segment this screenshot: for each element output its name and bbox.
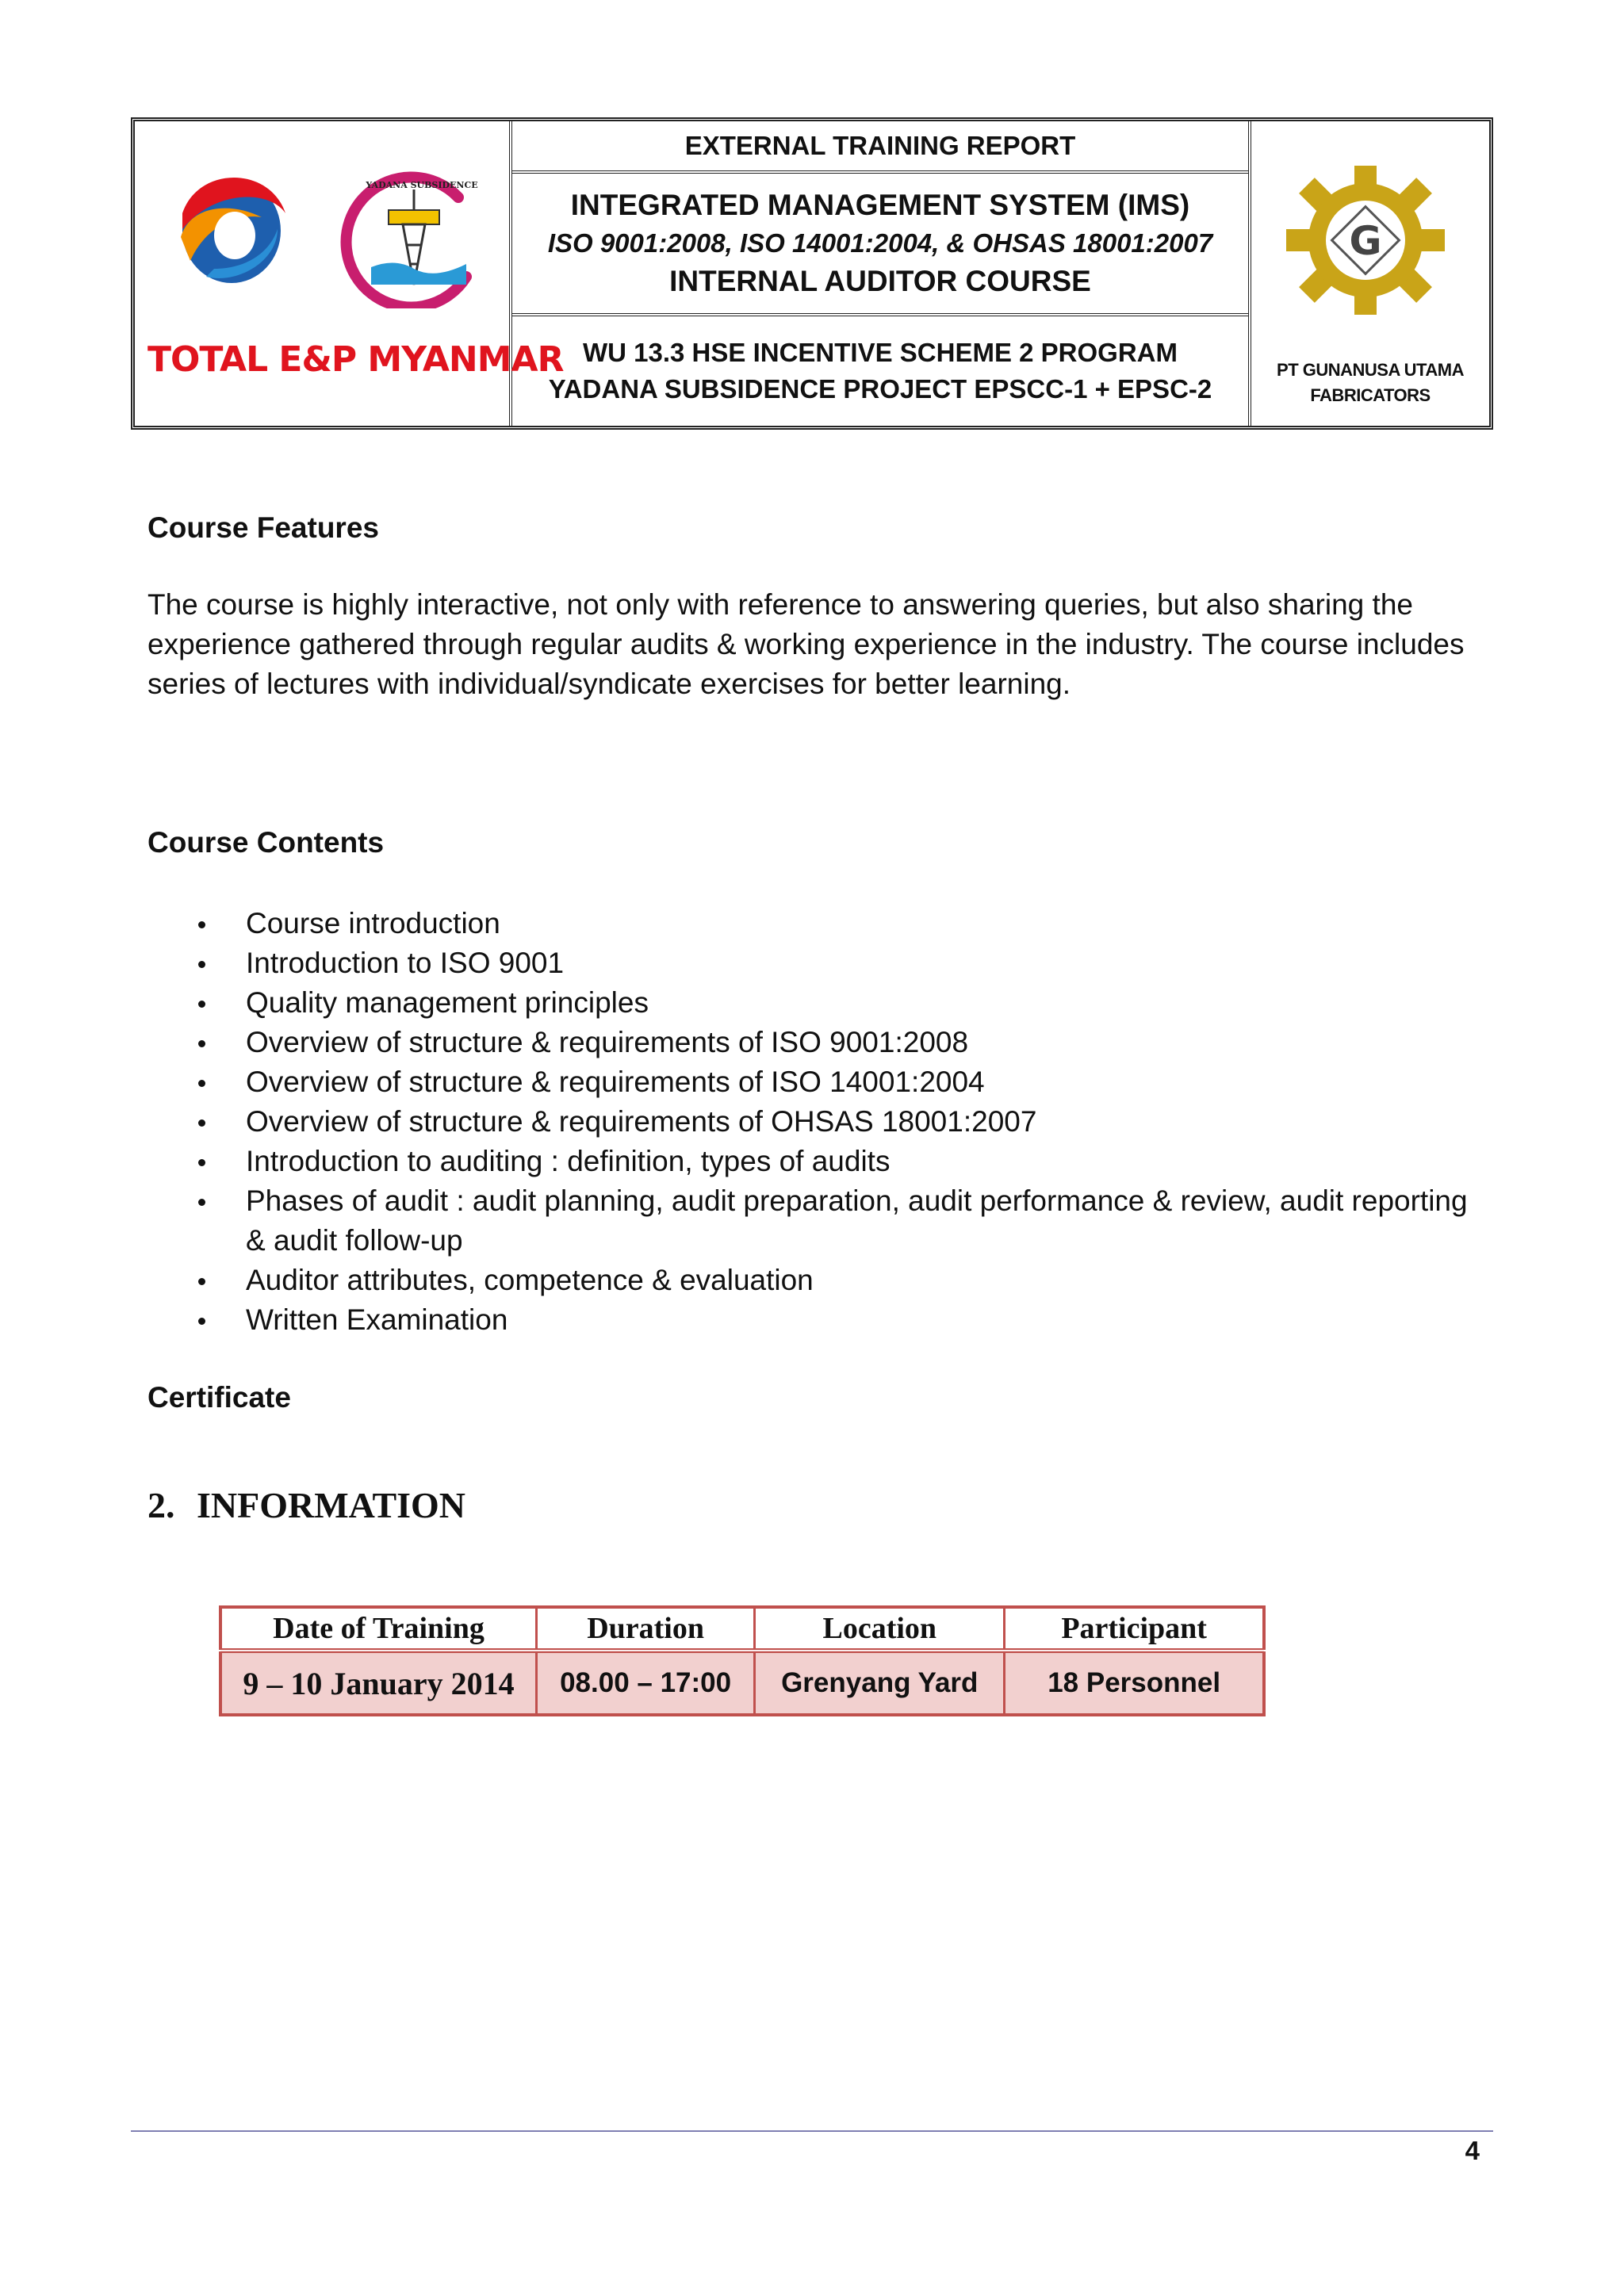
report-header-table xyxy=(131,117,1493,430)
list-item: Quality management principles xyxy=(147,983,1480,1023)
total-logo-text: TOTAL E&P MYANMAR xyxy=(147,339,564,380)
cell-location: Grenyang Yard xyxy=(755,1651,1005,1715)
training-info-table xyxy=(219,1605,1266,1716)
list-item: Overview of structure & requirements of ISO 9001:2008 xyxy=(147,1023,1480,1062)
header-location: Location xyxy=(755,1607,1005,1651)
header-participant: Participant xyxy=(1005,1607,1264,1651)
page-number: 4 xyxy=(1465,2136,1480,2165)
list-item: Introduction to auditing : definition, types of audits xyxy=(147,1142,1480,1181)
report-title: EXTERNAL TRAINING REPORT xyxy=(684,131,1076,160)
table-row xyxy=(220,1651,1264,1715)
header-date-of-training: Date of Training xyxy=(220,1607,536,1651)
iso-standards: ISO 9001:2008, ISO 14001:2004, & OHSAS 18001:2007 xyxy=(547,228,1213,258)
cell-duration: 08.00 – 17:00 xyxy=(536,1651,754,1715)
section-title: INFORMATION xyxy=(197,1485,466,1525)
header-program-row xyxy=(512,316,1248,426)
ims-title: INTEGRATED MANAGEMENT SYSTEM (IMS) xyxy=(570,189,1190,221)
list-item: Written Examination xyxy=(147,1300,1480,1340)
right-logo-line-1: PT GUNANUSA UTAMA xyxy=(1277,360,1464,380)
header-logos-cell xyxy=(135,121,564,426)
program-line-2: YADANA SUBSIDENCE PROJECT EPSCC-1 + EPSC-2 xyxy=(548,374,1212,404)
header-course-row xyxy=(512,174,1248,316)
list-item: Phases of audit : audit planning, audit preparation, audit performance & review, audit reporting & audit follow-up xyxy=(147,1181,1480,1261)
certificate-heading: Certificate xyxy=(147,1381,291,1414)
list-item: Overview of structure & requirements of ISO 14001:2004 xyxy=(147,1062,1480,1102)
list-item: Overview of structure & requirements of OHSAS 18001:2007 xyxy=(147,1102,1480,1142)
course-features-heading: Course Features xyxy=(147,511,379,544)
right-logo-text xyxy=(1251,358,1489,408)
header-duration: Duration xyxy=(536,1607,754,1651)
course-features-text: The course is highly interactive, not only with reference to answering queries, but also sharing the experience gathered through regular audits & working experience in the industry. The course includes series of lectures with individual/syndicate exercises for better learning. xyxy=(147,588,1465,700)
header-title-cell xyxy=(512,121,1251,426)
list-item: Introduction to ISO 9001 xyxy=(147,943,1480,983)
yadana-logo-text: YADANA SUBSIDENCE xyxy=(366,180,478,190)
header-right-logo-cell xyxy=(1251,121,1489,426)
list-item: Course introduction xyxy=(147,904,1480,943)
program-line-1: WU 13.3 HSE INCENTIVE SCHEME 2 PROGRAM xyxy=(583,338,1178,367)
course-contents-heading: Course Contents xyxy=(147,826,385,859)
section-number: 2. xyxy=(147,1485,175,1525)
gear-logo-letter: G xyxy=(1349,218,1382,264)
cell-date: 9 – 10 January 2014 xyxy=(220,1651,536,1715)
course-name: INTERNAL AUDITOR COURSE xyxy=(669,265,1091,297)
total-logo-icon xyxy=(167,158,293,300)
yadana-subsidence-logo-icon xyxy=(339,166,490,308)
list-item: Auditor attributes, competence & evaluation xyxy=(147,1261,1480,1300)
header-title-row xyxy=(512,121,1248,174)
right-logo-line-2: FABRICATORS xyxy=(1310,385,1431,405)
course-contents-list xyxy=(147,904,1480,1340)
cell-participant: 18 Personnel xyxy=(1005,1651,1264,1715)
information-heading xyxy=(147,1484,465,1526)
table-header-row xyxy=(220,1607,1264,1651)
gunanusa-gear-logo-icon xyxy=(1281,161,1450,320)
footer-divider xyxy=(131,2130,1493,2132)
